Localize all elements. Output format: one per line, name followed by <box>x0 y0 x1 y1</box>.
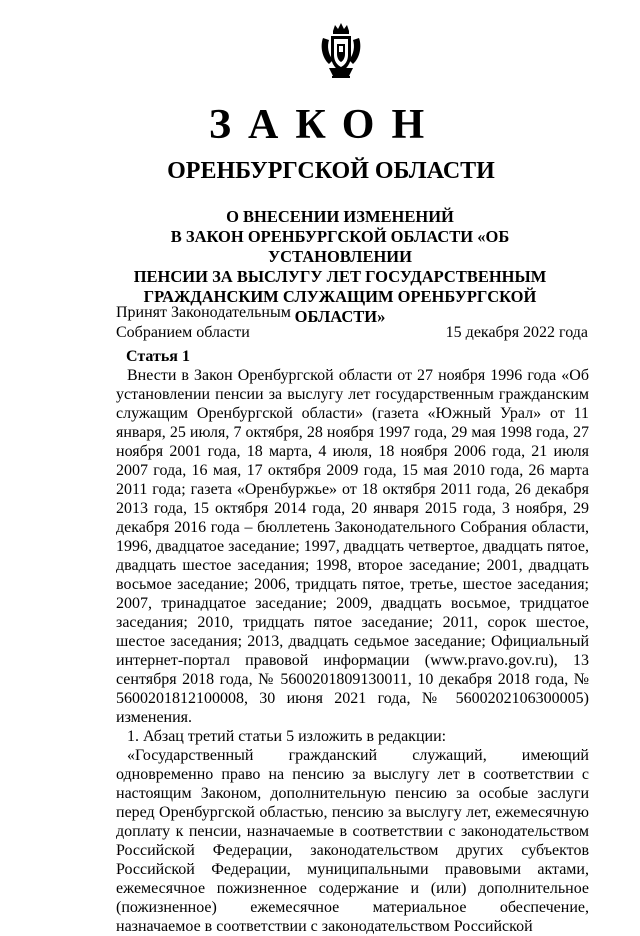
adoption-body <box>116 303 291 343</box>
adoption-line: Собранием области <box>116 324 250 341</box>
adoption-date: 15 декабря 2022 года <box>445 324 588 341</box>
article-intro-paragraph: Внести в Закон Оренбургской области от 27 ноября 1996 года «Об установлении пенсии за выслугу лет государственным гражданским служащим Оренбургской области» (газета «Южный Урал» от 11 января, 25 июля, 7 октября, 28 ноября 1997 года, 29 мая 1998 года, 27 ноября 2001 года, 18 марта, 4 июля, 18 ноября 2006 года, 21 июля 2007 года, 16 мая, 17 октября 2009 года, 15 мая 2010 года, 26 марта 2011 года; газета «Оренбуржье» от 18 октября 2011 года, 26 декабря 2013 года, 15 октября 2014 года, 20 января 2015 года, 3 ноября, 29 декабря 2016 года – бюллетень Законодательного Собрания области, 1996, двадцатое заседание; 1997, двадцать четвертое, двадцать пятое, двадцать шестое заседания; 1998, второе заседание; 2001, двадцать восьмое заседание; 2006, тридцать пятое, третье, шестое заседания; 2007, тринадцатое заседание; 2009, двадцать восьмое, тридцатое заседания; 2010, тридцать пятое заседание; 2011, сорок шестое, шестое заседания; 2013, двадцать седьмое заседание; Официальный интернет-портал правовой информации (www.pravo.gov.ru), 13 сентября 2018 года, № 5600201809130011, 10 декабря 2018 года, № 5600201812100008, 30 июня 2021 года, № 5600202106300005) изменения. <box>116 367 589 726</box>
article-quote-paragraph: «Государственный гражданский служащий, имеющий одновременно право на пенсию за выслугу лет в соответствии с настоящим Законом, дополнительную пенсию за особые заслуги перед Оренбургской областью, пенсию за выслугу лет, ежемесячную доплату к пенсии, назначаемые в соответствии с законодательством Российской Федерации, законодательством других субъектов Российской Федерации, муниципальными правовыми актами, ежемесячное пожизненное содержание и (или) дополнительное (пожизненное) ежемесячное материальное обеспечение, назначаемое в соответствии с законодательством Российской <box>116 747 589 935</box>
subject-line: В ЗАКОН ОРЕНБУРГСКОЙ ОБЛАСТИ «ОБ УСТАНОВЛЕНИИ <box>170 227 510 266</box>
subject-line: ПЕНСИИ ЗА ВЫСЛУГУ ЛЕТ ГОСУДАРСТВЕННЫМ <box>133 267 547 286</box>
subject-line: ГРАЖДАНСКИМ СЛУЖАЩИМ ОРЕНБУРГСКОЙ ОБЛАСТИ» <box>143 287 537 326</box>
coat-of-arms-icon <box>319 22 363 80</box>
subject-line: О ВНЕСЕНИИ ИЗМЕНЕНИЙ <box>226 207 454 226</box>
region-title: ОРЕНБУРГСКОЙ ОБЛАСТИ <box>167 158 495 184</box>
article-item-1: 1. Абзац третий статьи 5 изложить в редакции: <box>127 728 447 745</box>
article-body <box>116 347 589 936</box>
law-title: ЗАКОН <box>208 102 442 148</box>
article-heading: Статья 1 <box>126 348 190 365</box>
adoption-line: Принят Законодательным <box>116 304 291 321</box>
